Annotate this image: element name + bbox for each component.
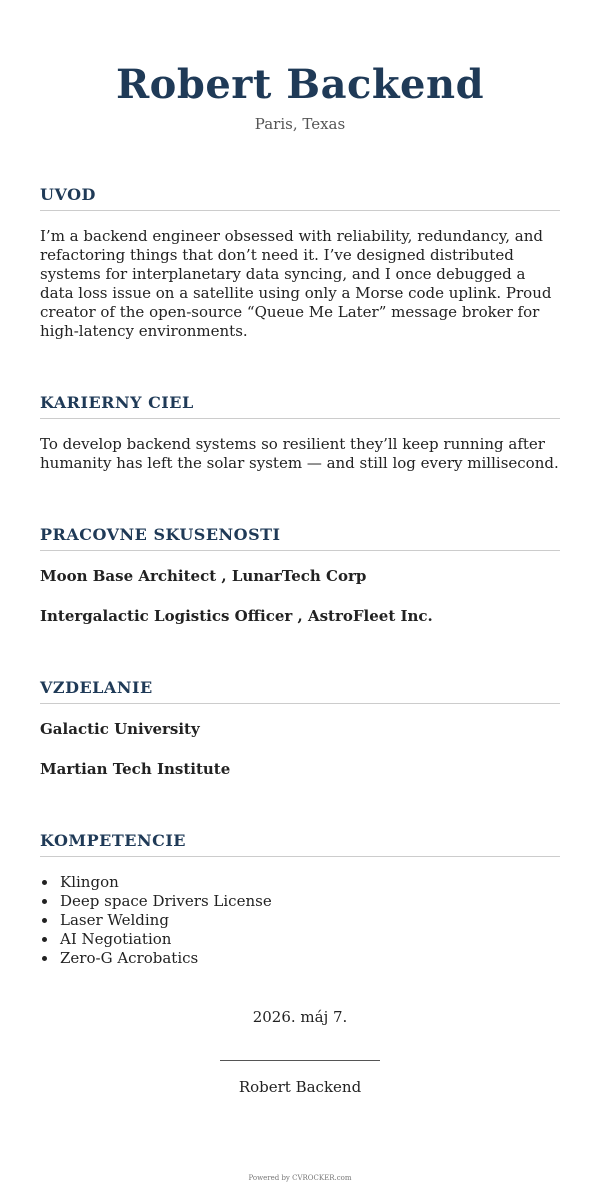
section-title-education: VZDELANIE [40,678,560,704]
powered-by-footer: Powered by CVROCKER.com [248,1174,352,1182]
section-skills [40,831,560,968]
skill-item: Zero-G Acrobatics [40,949,560,968]
section-title-career-goal: KARIERNY CIEL [40,393,560,419]
section-title-skills: KOMPETENCIE [40,831,560,857]
education-entry: Martian Tech Institute [40,760,231,778]
section-title-experience: PRACOVNE SKUSENOSTI [40,525,560,551]
skills-list [40,873,560,968]
skill-item: Laser Welding [40,911,560,930]
career-goal-text: To develop backend systems so resilient they’ll keep running after humanity has left the solar system — and still log every millisecond. [40,435,559,472]
education-entry: Galactic University [40,720,200,738]
candidate-name: Robert Backend [115,61,485,108]
section-intro [40,185,560,341]
skill-item: AI Negotiation [40,930,560,949]
intro-text: I’m a backend engineer obsessed with reliability, redundancy, and refactoring things that don’t need it. I’ve designed distributed systems for interplanetary data syncing, and I once debugged a data loss issue on a satellite using only a Morse code uplink. Proud creator of the open-source “Queue Me Later” message broker for high-latency environments. [40,227,552,340]
section-experience [40,525,560,626]
signature-name: Robert Backend [238,1078,362,1096]
signature-date: 2026. máj 7. [252,1008,348,1026]
section-career-goal [40,393,560,473]
candidate-location: Paris, Texas [254,115,346,133]
section-title-intro: UVOD [40,185,560,211]
experience-entry: Moon Base Architect , LunarTech Corp [40,567,367,585]
section-education [40,678,560,779]
experience-entry: Intergalactic Logistics Officer , AstroFleet Inc. [40,607,433,625]
skill-item: Deep space Drivers License [40,892,560,911]
signature-line [220,1060,380,1061]
skill-item: Klingon [40,873,560,892]
